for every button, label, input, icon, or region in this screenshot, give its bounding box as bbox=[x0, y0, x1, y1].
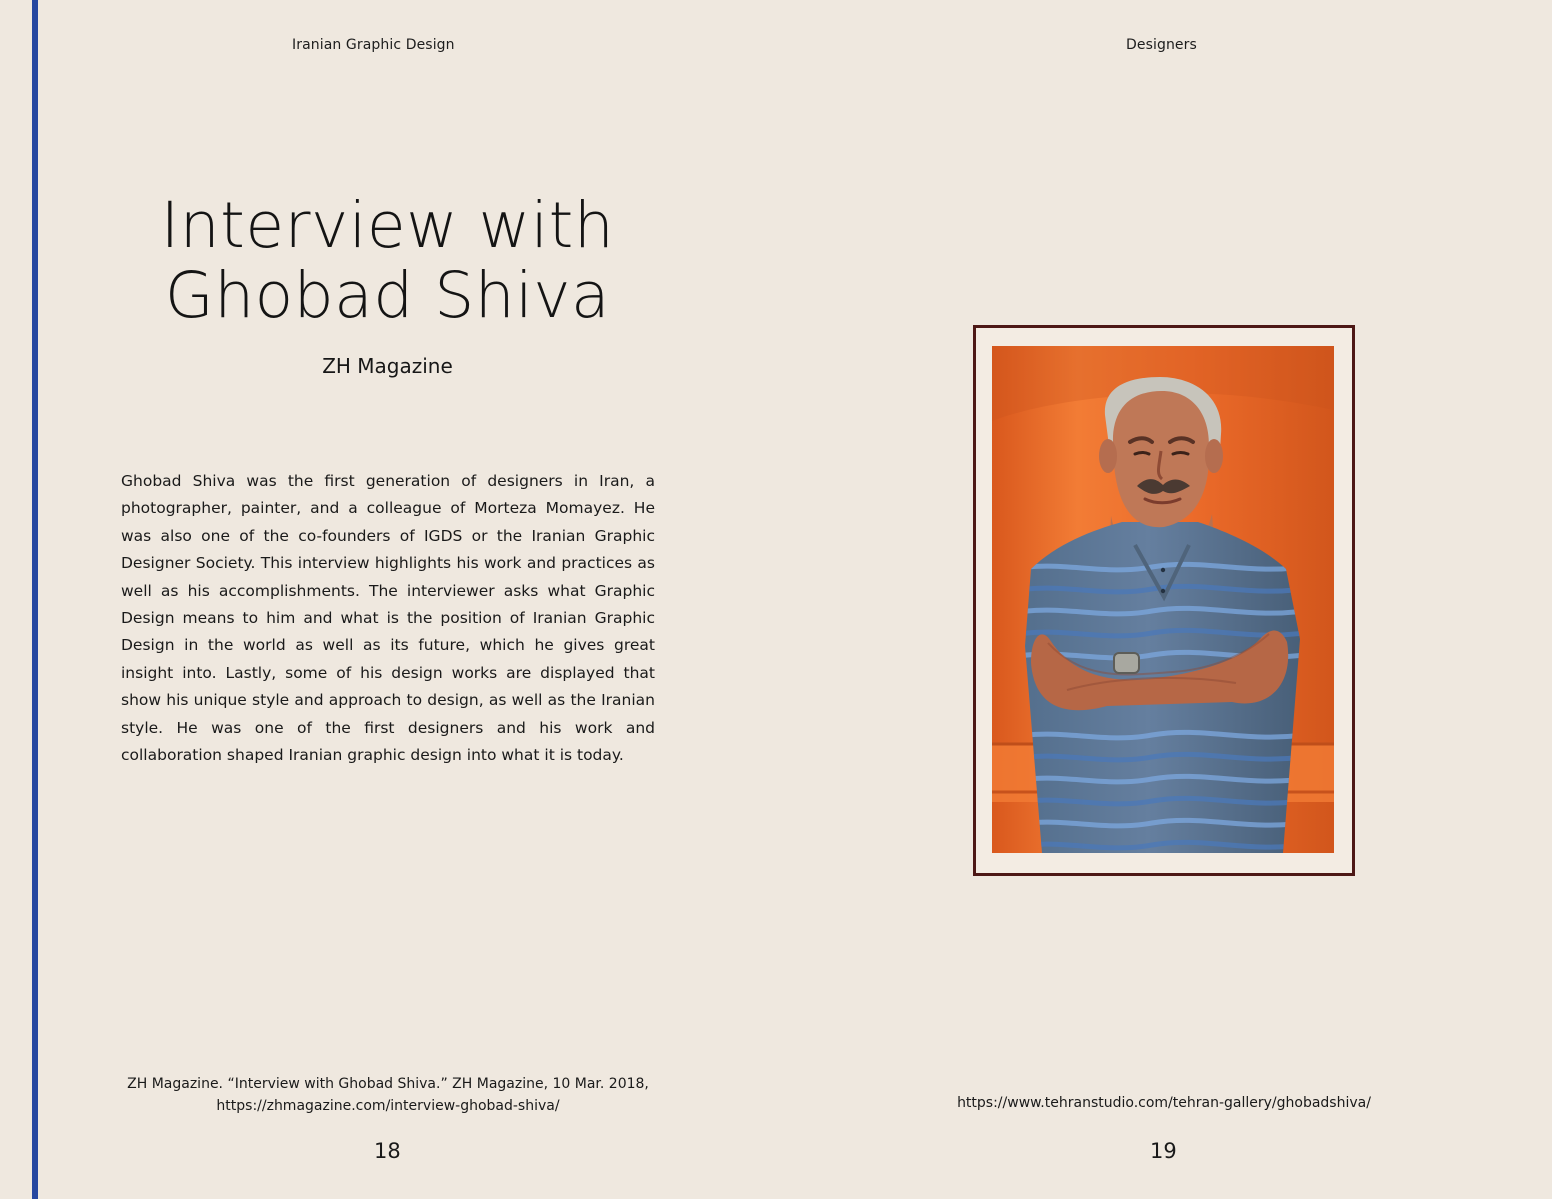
article-body: Ghobad Shiva was the first generation of designers in Iran, a photographer, painter, and a colleague of Morteza Momayez. He was also one of the co-founders of IGDS or the Iranian Graphic Designer Society. This interview highlights his work and practices as well as his accomplishments. The interviewer asks what Graphic Design means to him and what is the position of Iranian Graphic Design in the world as well as its future, which he gives great insight into. Lastly, some of his design works are displayed that show his unique style and approach to design, as well as the Iranian style. He was one of the first designers and his work and collaboration shaped Iranian graphic design into what it is today. bbox=[121, 472, 655, 765]
portrait-illustration bbox=[992, 346, 1334, 853]
article-citation bbox=[100, 1073, 676, 1117]
binding-bar bbox=[32, 0, 38, 1199]
portrait-photo-frame bbox=[973, 325, 1355, 876]
article-title-line-1: Interview with bbox=[160, 189, 615, 262]
article-title bbox=[100, 191, 675, 331]
right-page-number: 19 bbox=[1150, 1139, 1177, 1163]
left-running-head: Iranian Graphic Design bbox=[292, 37, 455, 53]
right-running-head: Designers bbox=[1126, 37, 1197, 53]
citation-url: https://zhmagazine.com/interview-ghobad-shiva/ bbox=[216, 1098, 560, 1114]
article-title-line-2: Ghobad Shiva bbox=[164, 259, 611, 332]
article-subtitle: ZH Magazine bbox=[322, 354, 453, 378]
citation-line-1: ZH Magazine. “Interview with Ghobad Shiva.” ZH Magazine, 10 Mar. 2018, bbox=[127, 1076, 649, 1092]
photo-source-url: https://www.tehranstudio.com/tehran-gallery/ghobadshiva/ bbox=[957, 1095, 1371, 1111]
portrait-photo bbox=[992, 346, 1334, 853]
left-page-number: 18 bbox=[374, 1139, 401, 1163]
